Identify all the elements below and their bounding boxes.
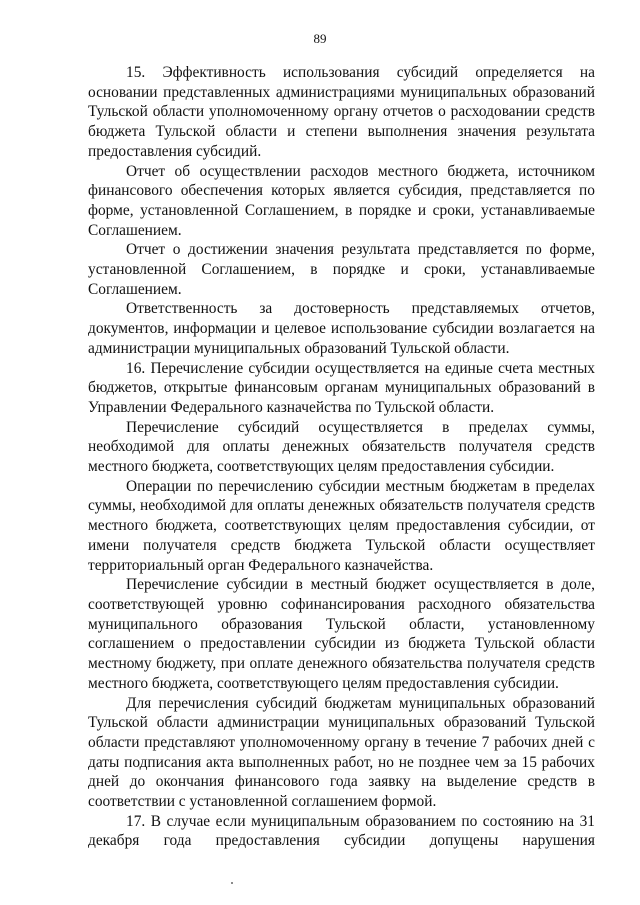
paragraph-responsibility: Ответственность за достоверность представляемых отчетов, документов, информации и целевое использование субсидии возлагается на администрации муниципальных образований Тульской области. xyxy=(88,300,595,357)
paragraph-transfer-operations: Операции по перечислению субсидии местным бюджетам в пределах суммы, необходимой для оплаты денежных обязательств получателя средств местного бюджета, соответствующих целям предоставления субсидии, от имени получателя средств бюджета Тульской области осуществляет территориальный орган Федерального казначейства. xyxy=(88,477,595,574)
paragraph-cofinancing-share: Перечисление субсидии в местный бюджет осуществляется в доле, соответствующей уровню софинансирования расходного обязательства муниципального образования Тульской области, установленному соглашением о предоставлении субсидии из бюджета Тульской области местному бюджету, при оплате денежного обязательства получателя средств местного бюджета, соответствующего целям предоставления субсидии. xyxy=(88,576,595,692)
paragraph-17-violations: 17. В случае если муниципальным образованием по состоянию на 31 декабря года предоставления субсидии допущены нарушения xyxy=(88,812,595,850)
page-number: 89 xyxy=(313,31,327,46)
paragraph-15-effectiveness: 15. Эффективность использования субсидий определяется на основании представленных администрациями муниципальных образований Тульской области уполномоченному органу отчетов о расходовании средств бюджета Тульской области и степени выполнения значения результата предоставления субсидий. xyxy=(88,64,595,160)
paragraph-16-transfer-accounts: 16. Перечисление субсидии осуществляется на единые счета местных бюджетов, открытые финансовым органам муниципальных образований в Управлении Федерального казначейства по Тульской области. xyxy=(88,359,595,416)
paragraph-transfer-limits: Перечисление субсидий осуществляется в пределах суммы, необходимой для оплаты денежных обязательств получателя средств местного бюджета, соответствующих целям предоставления субсидии. xyxy=(88,418,595,476)
document-body xyxy=(88,63,595,851)
paragraph-expense-report: Отчет об осуществлении расходов местного бюджета, источником финансового обеспечения которых является субсидия, представляется по форме, установленной Соглашением, в порядке и сроки, устанавливаемые Соглашением. xyxy=(88,162,595,239)
scan-dot xyxy=(231,882,233,884)
paragraph-result-report: Отчет о достижении значения результата представляется по форме, установленной Соглашением, в порядке и сроки, устанавливаемые Соглашением. xyxy=(88,241,595,298)
paragraph-transfer-application: Для перечисления субсидий бюджетам муниципальных образований Тульской области администрации муниципальных образований Тульской области представляют уполномоченному органу в течение 7 рабочих дней с даты подписания акта выполненных работ, но не позднее чем за 15 рабочих дней до окончания финансового года заявку на выделение средств в соответствии с установленной соглашением формой. xyxy=(88,694,595,811)
